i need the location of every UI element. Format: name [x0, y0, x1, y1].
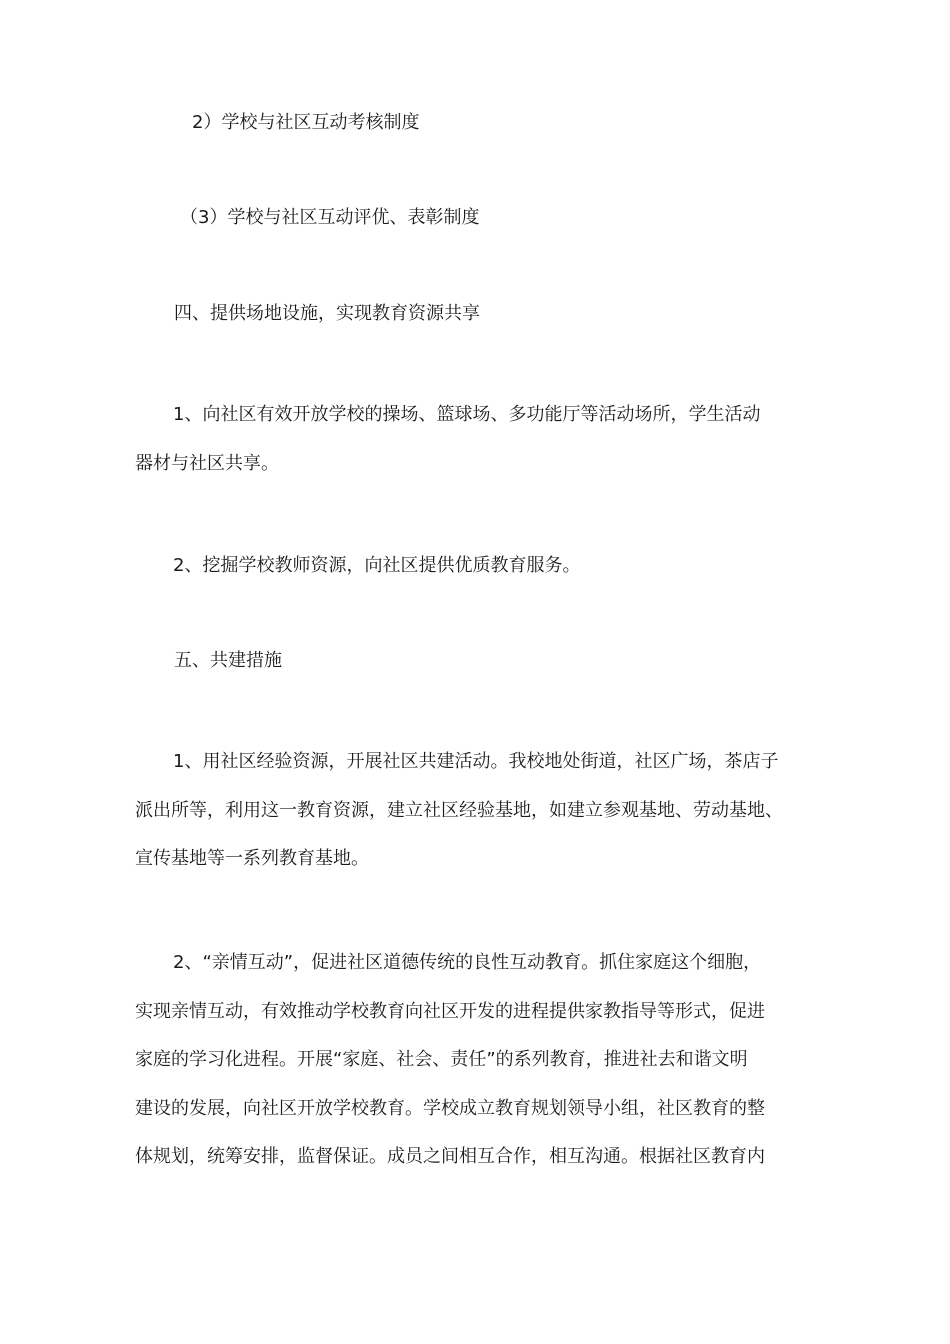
- paragraph-text: （3）学校与社区互动评优、表彰制度: [180, 207, 480, 228]
- paragraph-family-interaction: [135, 939, 820, 1182]
- paragraph-line: 建设的发展，向社区开放学校教育。学校成立教育规划领导小组，社区教育的整: [135, 1097, 765, 1119]
- section-heading-measures: [174, 637, 859, 686]
- paragraph-line: 派出所等，利用这一教育资源，建立社区经验基地，如建立参观基地、劳动基地、: [135, 799, 783, 821]
- section-heading-facilities: [174, 290, 859, 339]
- paragraph-line: 器材与社区共享。: [135, 452, 279, 474]
- paragraph-community-base: [135, 738, 820, 884]
- paragraph-line: 宣传基地等一系列教育基地。: [135, 848, 369, 870]
- heading-text: 五、共建措施: [174, 650, 282, 671]
- paragraph-text: 2、挖掘学校教师资源，向社区提供优质教育服务。: [173, 555, 581, 576]
- paragraph-line: 2、“亲情互动”，促进社区道德传统的良性互动教育。抓住家庭这个细胞，: [173, 952, 762, 973]
- paragraph-line: 实现亲情互动，有效推动学校教育向社区开发的进程提供家教指导等形式，促进: [135, 1000, 765, 1022]
- item-award-system: [180, 194, 865, 243]
- paragraph-teacher-resources: [135, 542, 820, 591]
- paragraph-line: 1、用社区经验资源，开展社区共建活动。我校地处街道，社区广场，茶店子: [173, 751, 779, 772]
- paragraph-text: 2）学校与社区互动考核制度: [192, 112, 420, 133]
- paragraph-line: 家庭的学习化进程。开展“家庭、社会、责任”的系列教育，推进社去和谐文明: [135, 1049, 748, 1071]
- item-assessment-system: [192, 99, 877, 148]
- paragraph-line: 体规划，统筹安排，监督保证。成员之间相互合作，相互沟通。根据社区教育内: [135, 1146, 765, 1168]
- heading-text: 四、提供场地设施，实现教育资源共享: [174, 303, 480, 324]
- paragraph-line: 1、向社区有效开放学校的操场、篮球场、多功能厅等活动场所，学生活动: [173, 404, 761, 425]
- paragraph-open-venues: [135, 391, 820, 488]
